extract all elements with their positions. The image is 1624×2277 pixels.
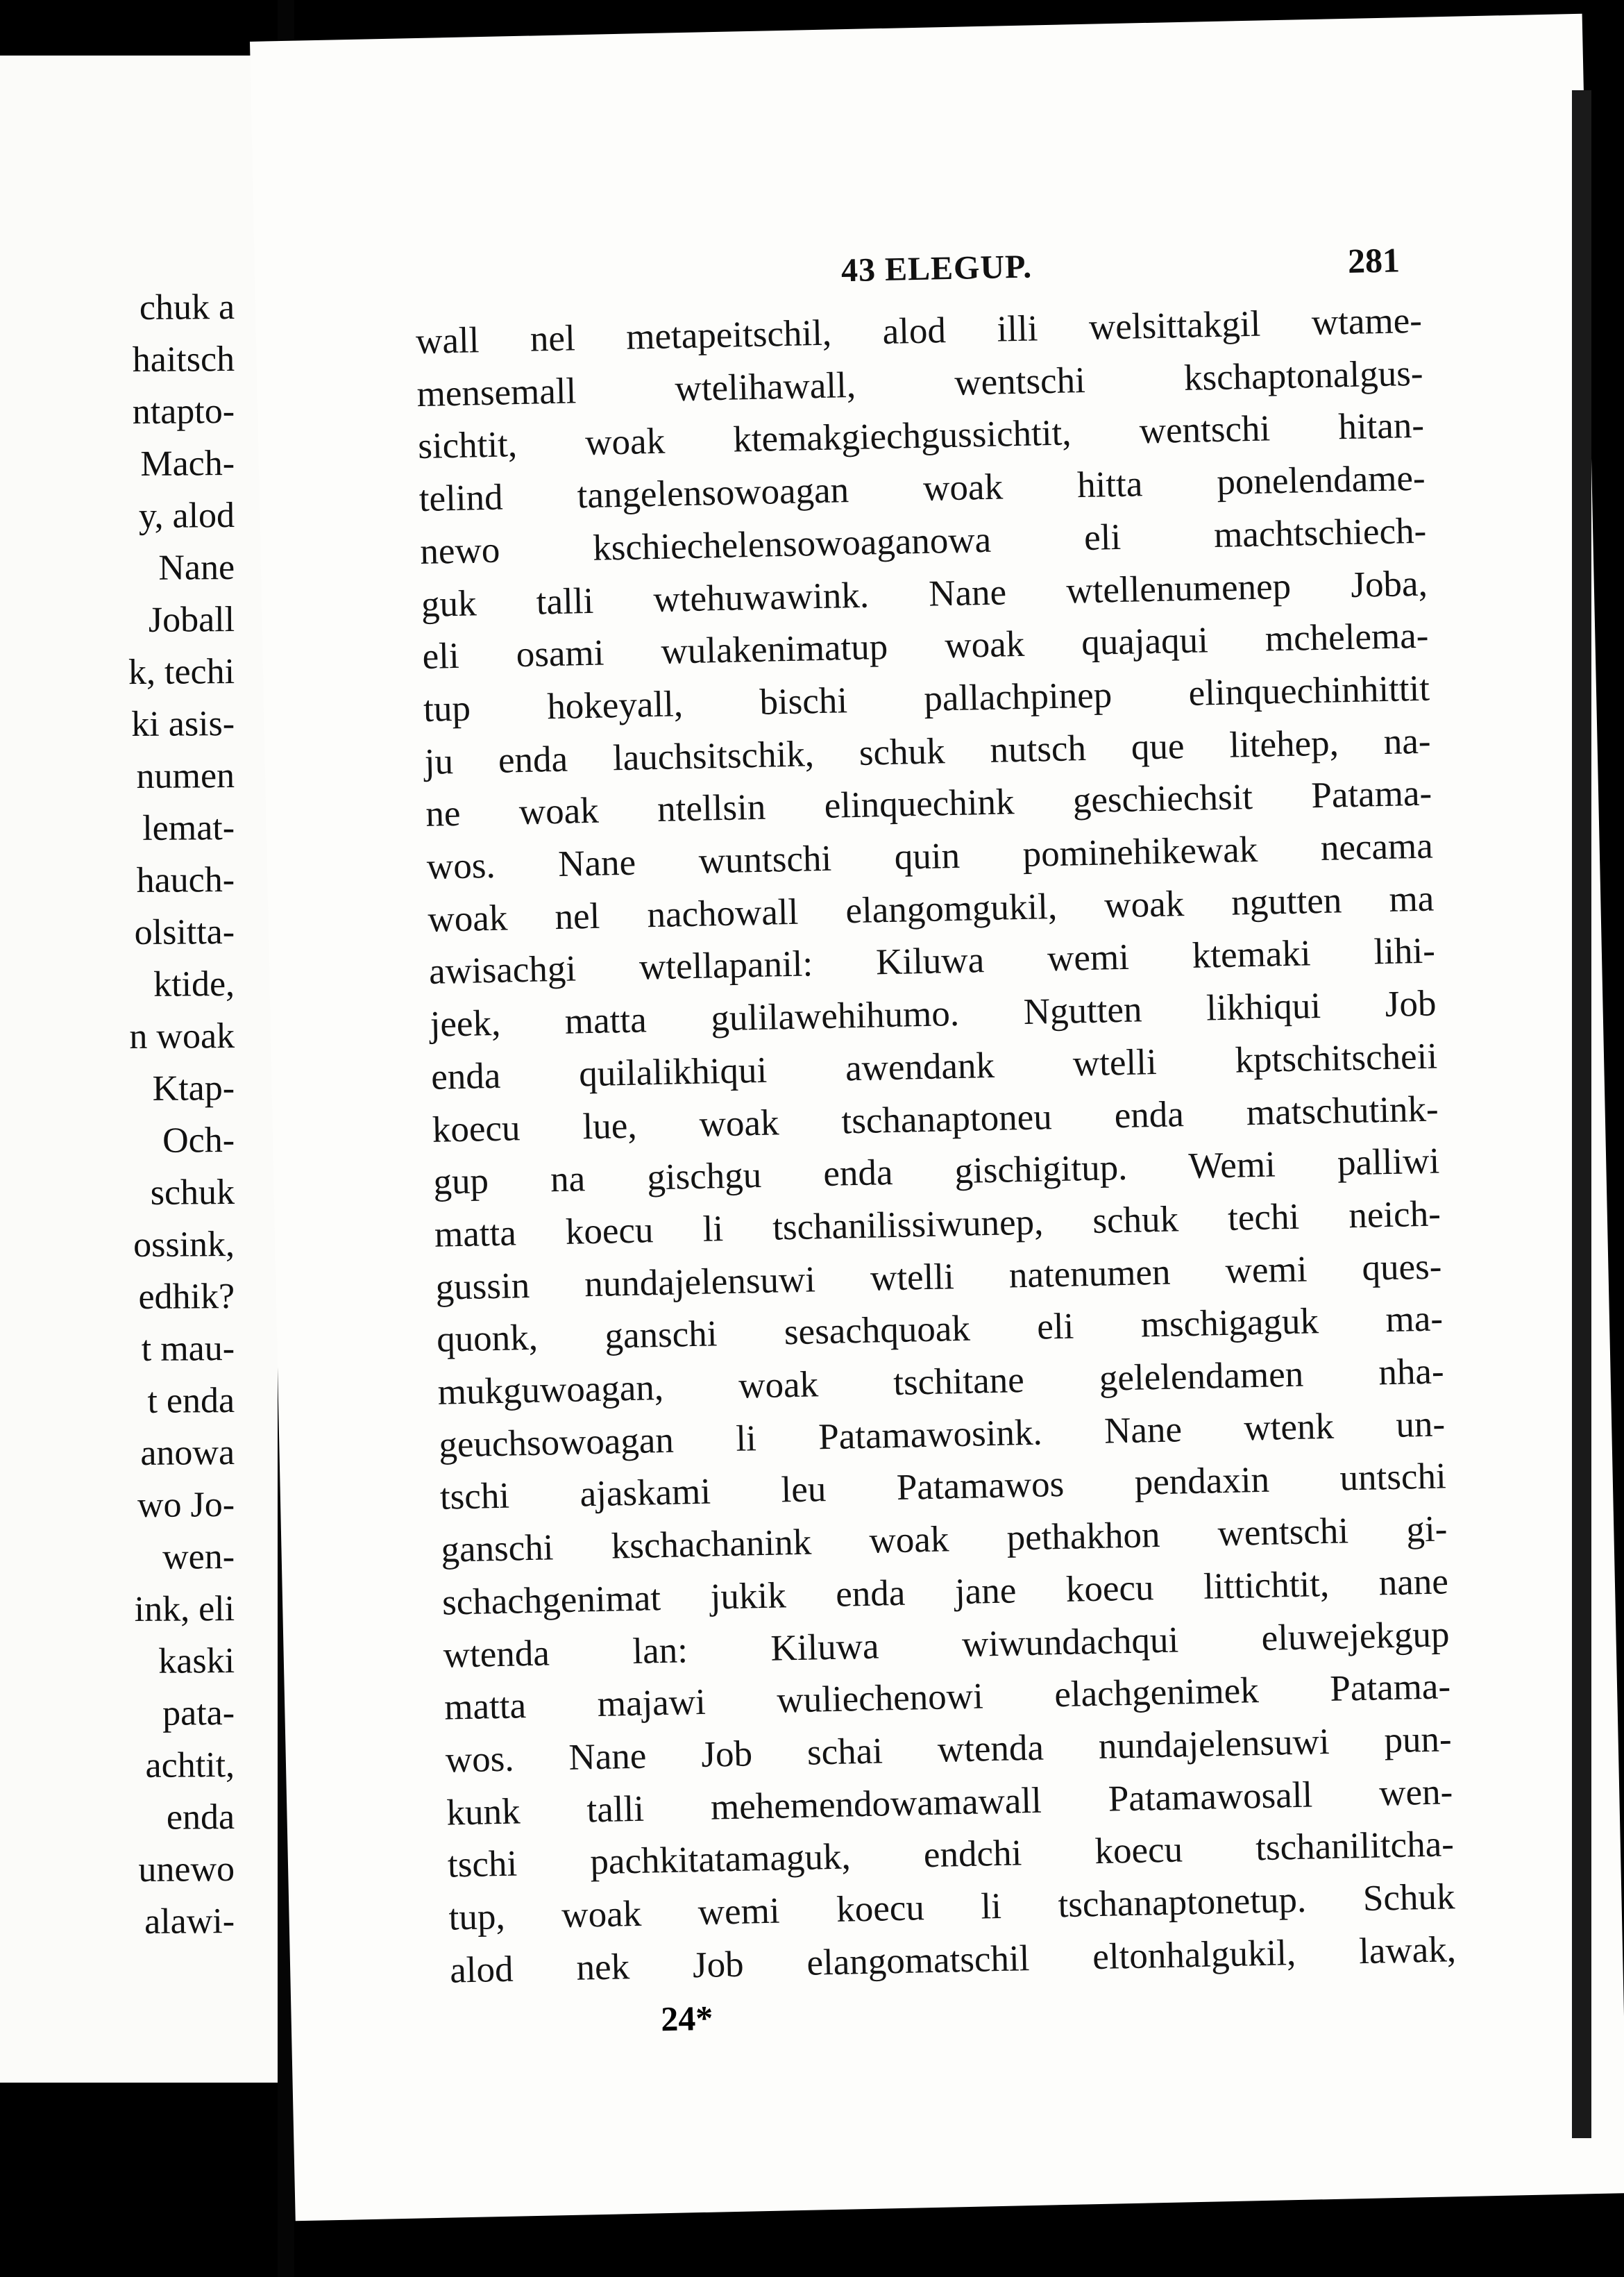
- text-line: Joball: [148, 600, 235, 640]
- text-line: ntapto-: [132, 392, 235, 432]
- text-line: ink, eli: [134, 1589, 235, 1630]
- text-line: haitsch: [132, 339, 235, 380]
- text-line: koecu lue, woak tschanaptoneu enda matschutink-: [432, 1089, 1439, 1150]
- text-line: unewo: [138, 1849, 235, 1890]
- text-line: alod nek Job elangomatschil eltonhalgukil, lawak,: [449, 1929, 1457, 1991]
- text-line: eli osami wulakenimatup woak quajaqui mchelema-: [422, 615, 1429, 678]
- signature-mark: 24*: [660, 1998, 713, 2038]
- text-line: ne woak ntellsin elinquechink geschiechsit Patama-: [425, 773, 1432, 835]
- text-line: guk talli wtehuwawink. Nane wtellenumenep Joba,: [421, 563, 1428, 625]
- text-line: Ktap-: [152, 1068, 235, 1109]
- text-line: enda: [166, 1797, 235, 1838]
- text-line: kunk talli mehemendowamawall Patamawosall wen-: [446, 1771, 1453, 1833]
- text-line: olsitta-: [134, 912, 235, 953]
- text-line: hauch-: [136, 860, 235, 900]
- text-line: lemat-: [142, 808, 235, 848]
- text-line: alawi-: [144, 1901, 235, 1942]
- page-edge: [1572, 90, 1591, 2138]
- text-line: y, alod: [138, 496, 235, 536]
- text-line: numen: [136, 756, 235, 796]
- text-line: ktide,: [153, 964, 235, 1005]
- left-page-text: [128, 281, 235, 1947]
- text-line: Och-: [162, 1120, 235, 1161]
- text-line: sichtit, woak ktemakgiechgussichtit, wentschi hitan-: [417, 405, 1425, 467]
- text-line: wos. Nane wuntschi quin pominehikewak necama: [426, 825, 1434, 887]
- text-line: newo kschiechelensowoaganowa eli machtschiech-: [419, 510, 1427, 572]
- right-page: [250, 14, 1624, 2221]
- text-line: Mach-: [140, 444, 235, 484]
- page-content: [414, 240, 1457, 2043]
- text-line: awisachgi wtellapanil: Kiluwa wemi ktemaki lihi-: [428, 930, 1436, 993]
- text-line: ki asis-: [131, 704, 235, 745]
- text-line: telind tangelensowoagan woak hitta ponelendame-: [418, 457, 1426, 520]
- text-line: jeek, matta gulilawehihumo. Ngutten likhiqui Job: [430, 983, 1437, 1045]
- text-line: matta koecu li tschanilissiwunep, schuk techi neich-: [434, 1193, 1441, 1255]
- text-line: t enda: [147, 1381, 235, 1421]
- text-line: ossink,: [133, 1225, 235, 1266]
- body-text: [415, 295, 1456, 1997]
- text-line: schachgenimat jukik enda jane koecu littichtit, nane: [441, 1561, 1449, 1623]
- chapter-heading: 43 ELEGUP.: [840, 248, 1033, 289]
- text-line: tup, woak wemi koecu li tschanaptonetup. Schuk: [448, 1876, 1455, 1938]
- text-line: ju enda lauchsitschik, schuk nutsch que litehep, na-: [424, 721, 1432, 782]
- text-line: enda quilalikhiqui awendank wtelli kptschitscheii: [430, 1036, 1438, 1098]
- text-line: gussin nundajelensuwi wtelli natenumen wemi ques-: [435, 1246, 1442, 1308]
- text-line: chuk a: [139, 287, 235, 328]
- text-line: k, techi: [128, 652, 235, 693]
- text-line: schuk: [150, 1173, 235, 1213]
- text-line: t mau-: [141, 1329, 235, 1369]
- text-line: tup hokeyall, bischi pallachpinep elinquechinhittit: [423, 668, 1430, 730]
- text-line: wtenda lan: Kiluwa wiwundachqui eluwejekgup: [443, 1613, 1450, 1676]
- text-line: n woak: [129, 1016, 235, 1057]
- text-line: kaski: [158, 1641, 235, 1681]
- text-line: achtit,: [145, 1745, 235, 1786]
- text-line: anowa: [140, 1433, 235, 1473]
- text-line: matta majawi wuliechenowi elachgenimek Patama-: [443, 1666, 1451, 1728]
- text-line: wo Jo-: [137, 1485, 235, 1525]
- text-line: gup na gischgu enda gischigitup. Wemi palliwi: [432, 1141, 1440, 1203]
- text-line: tschi ajaskami leu Patamawos pendaxin untschi: [439, 1456, 1447, 1518]
- text-line: wall nel metapeitschil, alod illi welsittakgil wtame-: [415, 300, 1423, 362]
- text-line: Nane: [158, 548, 235, 588]
- text-line: quonk, ganschi sesachquoak eli mschigaguk ma-: [436, 1298, 1444, 1361]
- text-line: pata-: [162, 1693, 235, 1733]
- text-line: woak nel nachowall elangomgukil, woak ngutten ma: [427, 878, 1435, 940]
- page-number: 281: [1347, 240, 1401, 280]
- text-line: mukguwoagan, woak tschitane gelelendamen nha-: [437, 1351, 1445, 1413]
- text-line: wen-: [162, 1537, 235, 1577]
- text-line: geuchsowoagan li Patamawosink. Nane wtenk un-: [438, 1404, 1446, 1465]
- text-line: edhik?: [138, 1277, 235, 1317]
- text-line: wos. Nane Job schai wtenda nundajelensuwi pun-: [445, 1719, 1453, 1781]
- text-line: ganschi kschachanink woak pethakhon wentschi gi-: [440, 1509, 1448, 1570]
- left-page: [0, 56, 278, 2083]
- text-line: mensemall wtelihawall, wentschi kschaptonalgus-: [416, 353, 1423, 414]
- text-line: tschi pachkitatamaguk, endchi koecu tschanilitcha-: [447, 1824, 1455, 1885]
